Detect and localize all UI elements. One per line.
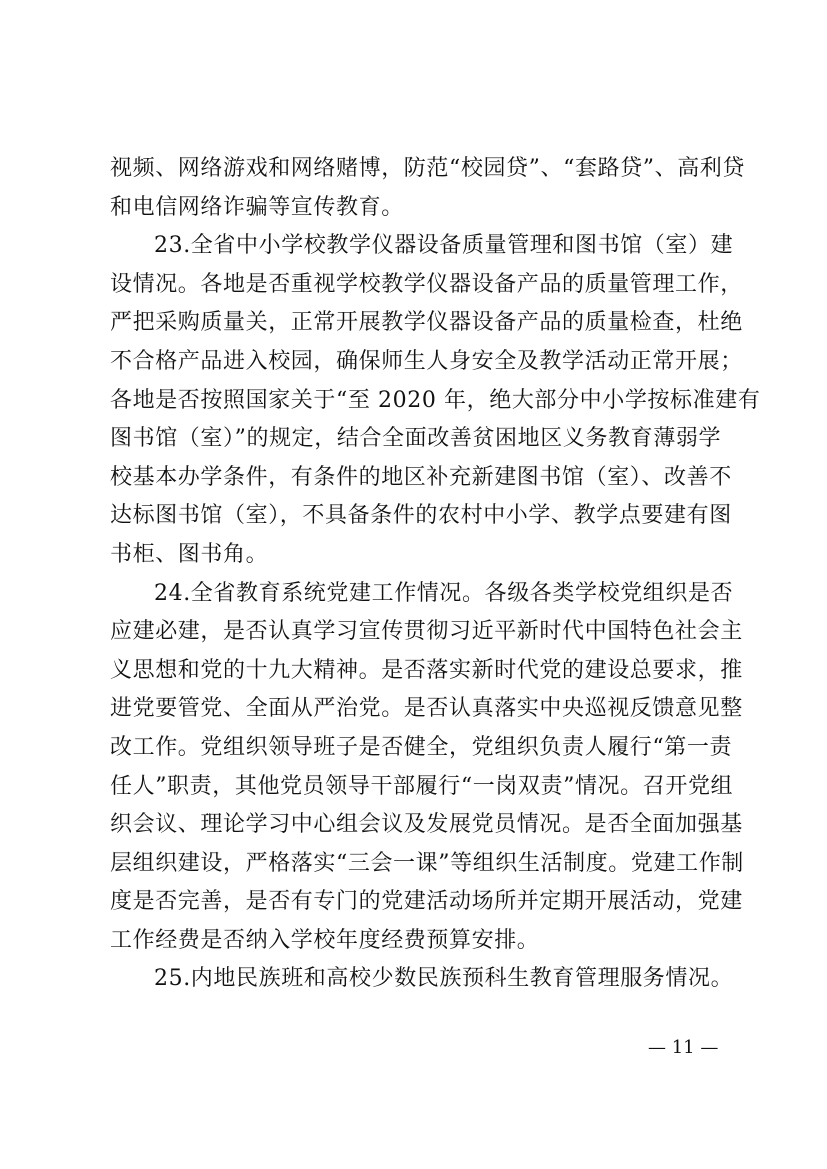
text-line: 达标图书馆（室），不具备条件的农村中小学、教学点要建有图 — [110, 503, 732, 529]
text-line: 织会议、理论学习中心组会议及发展党员情况。是否全面加强基 — [110, 812, 743, 838]
text-line: 不合格产品进入校园，确保师生人身安全及教学活动正常开展； — [110, 348, 743, 374]
text-line: 书柜、图书角。 — [110, 541, 269, 567]
text-line: 和电信网络诈骗等宣传教育。 — [110, 194, 404, 220]
text-line: 校基本办学条件，有条件的地区补充新建图书馆（室）、改善不 — [110, 464, 732, 490]
paragraph-24-first-line: 24.全省教育系统党建工作情况。各级各类学校党组织是否 — [154, 580, 734, 606]
text-line: 义思想和党的十九大精神。是否落实新时代党的建设总要求，推 — [110, 657, 743, 683]
text-line: 图书馆（室）”的规定，结合全面改善贫困地区义务教育薄弱学 — [110, 426, 722, 452]
page-number: — 11 — — [648, 1037, 719, 1058]
text-line: 视频、网络游戏和网络赌博，防范“校园贷”、“套路贷”、高利贷 — [110, 156, 745, 181]
text-line: 工作经费是否纳入学校年度经费预算安排。 — [110, 927, 540, 953]
paragraph-25-first-line: 25.内地民族班和高校少数民族预科生教育管理服务情况。 — [154, 966, 734, 992]
text-line: 改工作。党组织领导班子是否健全，党组织负责人履行“第一责 — [110, 734, 733, 760]
text-line: 层组织建设，严格落实“三会一课”等组织生活制度。党建工作制 — [110, 850, 744, 876]
text-line: 进党要管党、全面从严治党。是否认真落实中央巡视反馈意见整 — [110, 696, 743, 722]
text-line: 严把采购质量关，正常开展教学仪器设备产品的质量检查，杜绝 — [110, 310, 743, 336]
text-line: 任人”职责，其他党员领导干部履行“一岗双责”情况。召开党组 — [110, 773, 734, 799]
paragraph-23-first-line: 23.全省中小学校教学仪器设备质量管理和图书馆（室）建 — [154, 233, 734, 259]
body-text — [110, 150, 761, 999]
text-line: 设情况。各地是否重视学校教学仪器设备产品的质量管理工作， — [110, 271, 743, 297]
text-line: 各地是否按照国家关于“至 2020 年，绝大部分中小学按标准建有 — [110, 387, 761, 413]
text-line: 应建必建，是否认真学习宣传贯彻习近平新时代中国特色社会主 — [110, 619, 743, 645]
text-line: 度是否完善，是否有专门的党建活动场所并定期开展活动，党建 — [110, 889, 743, 915]
